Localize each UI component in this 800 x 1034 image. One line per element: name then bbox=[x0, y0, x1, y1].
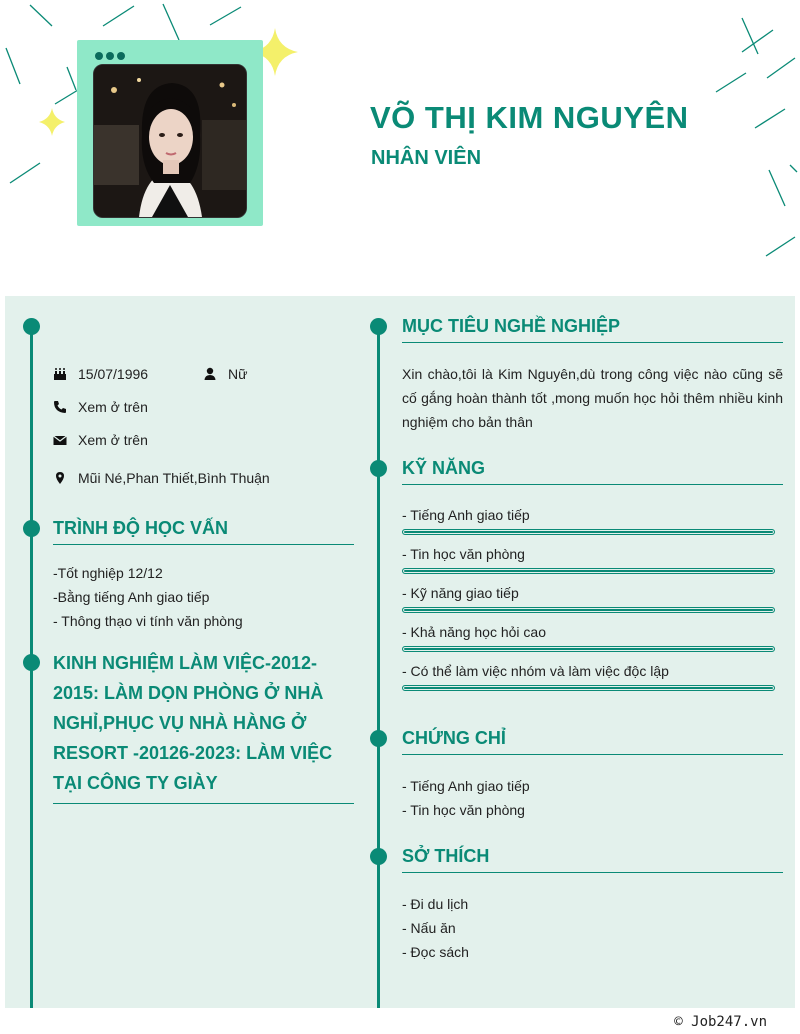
skill-label: - Kỹ năng giao tiếp bbox=[402, 585, 519, 601]
timeline-bullet bbox=[370, 848, 387, 865]
timeline-bullet bbox=[23, 520, 40, 537]
photo-frame bbox=[77, 40, 263, 226]
timeline-bullet bbox=[23, 654, 40, 671]
experience-title: KINH NGHIỆM LÀM VIỆC-2012-2015: LÀM DỌN PHÒNG Ở NHÀ NGHỈ,PHỤC VỤ NHÀ HÀNG Ở RESORT -20126-2023: LÀM VIỆC TẠI CÔNG TY GIÀY bbox=[53, 648, 354, 804]
skill-item bbox=[402, 546, 775, 574]
window-dots bbox=[95, 47, 128, 65]
skill-bar bbox=[402, 685, 775, 691]
address-row bbox=[53, 470, 270, 488]
map-pin-icon bbox=[53, 471, 67, 488]
gender-row bbox=[203, 366, 247, 384]
skill-item bbox=[402, 624, 775, 652]
phone-row bbox=[53, 399, 148, 417]
objective-title: MỤC TIÊU NGHỀ NGHIỆP bbox=[402, 316, 783, 343]
birthday-cake-icon bbox=[53, 367, 67, 384]
hobby-line: - Nấu ăn bbox=[402, 920, 456, 936]
email-value: Xem ở trên bbox=[78, 432, 148, 448]
skill-bar bbox=[402, 568, 775, 574]
objective-text: Xin chào,tôi là Kim Nguyên,dù trong công việc nào cũng sẽ cố gắng hoàn thành tốt ,mong muốn học hỏi thêm nhiều kinh nghiệm cho bản thân bbox=[402, 366, 783, 430]
hobbies-title: SỞ THÍCH bbox=[402, 846, 783, 873]
right-timeline bbox=[377, 326, 380, 1008]
skill-item bbox=[402, 585, 775, 613]
skill-label: - Khả năng học hỏi cao bbox=[402, 624, 546, 640]
skills-title: KỸ NĂNG bbox=[402, 458, 783, 485]
birthday-row bbox=[53, 366, 148, 384]
skill-bar bbox=[402, 529, 775, 535]
profile-photo bbox=[93, 64, 247, 218]
skill-label: - Tin học văn phòng bbox=[402, 546, 525, 562]
footer-copyright: © Job247.vn bbox=[674, 1014, 767, 1030]
certificates-title: CHỨNG CHỈ bbox=[402, 728, 783, 755]
address-value: Mũi Né,Phan Thiết,Bình Thuận bbox=[78, 470, 270, 486]
hobby-line: - Đi du lịch bbox=[402, 896, 469, 912]
user-icon bbox=[203, 367, 217, 384]
phone-value: Xem ở trên bbox=[78, 399, 148, 415]
envelope-icon bbox=[53, 433, 67, 450]
skill-bar bbox=[402, 646, 775, 652]
timeline-bullet bbox=[370, 318, 387, 335]
skill-item bbox=[402, 663, 775, 691]
skill-label: - Tiếng Anh giao tiếp bbox=[402, 507, 530, 523]
skill-item bbox=[402, 507, 775, 535]
gender-value: Nữ bbox=[228, 366, 248, 382]
education-line: -Bằng tiếng Anh giao tiếp bbox=[53, 589, 210, 605]
job-title: NHÂN VIÊN bbox=[371, 147, 482, 169]
candidate-name: VÕ THỊ KIM NGUYÊN bbox=[370, 100, 689, 135]
timeline-bullet bbox=[23, 318, 40, 335]
phone-icon bbox=[53, 400, 67, 417]
email-row bbox=[53, 432, 148, 450]
certificate-line: - Tin học văn phòng bbox=[402, 802, 525, 818]
education-line: - Thông thạo vi tính văn phòng bbox=[53, 613, 243, 629]
hobby-line: - Đọc sách bbox=[402, 944, 469, 960]
skill-label: - Có thể làm việc nhóm và làm việc độc lập bbox=[402, 663, 669, 679]
education-line: -Tốt nghiệp 12/12 bbox=[53, 565, 163, 581]
education-title: TRÌNH ĐỘ HỌC VẤN bbox=[53, 518, 354, 545]
birthday-value: 15/07/1996 bbox=[78, 366, 149, 382]
skill-bar bbox=[402, 607, 775, 613]
certificate-line: - Tiếng Anh giao tiếp bbox=[402, 778, 530, 794]
timeline-bullet bbox=[370, 730, 387, 747]
timeline-bullet bbox=[370, 460, 387, 477]
